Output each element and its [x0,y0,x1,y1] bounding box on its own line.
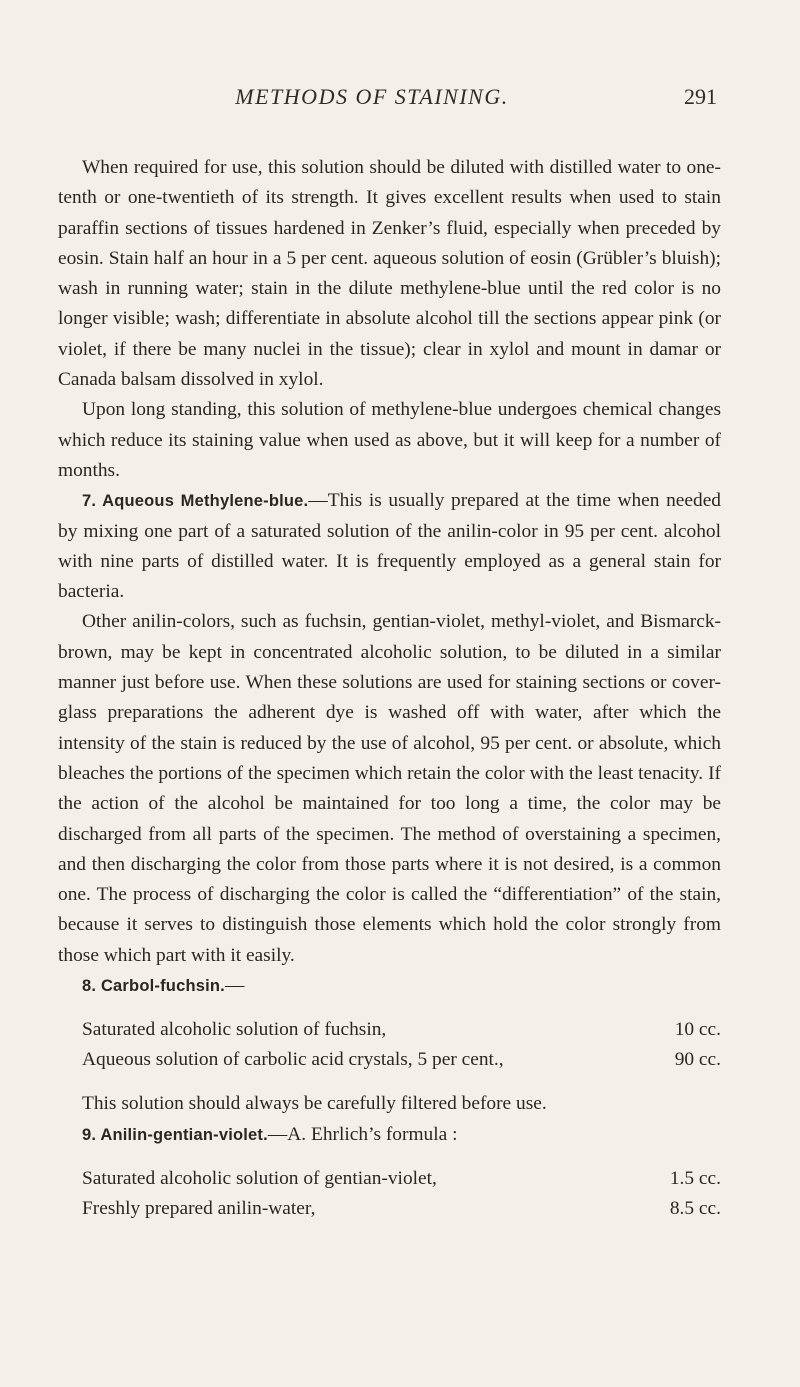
page-number: 291 [684,84,717,109]
paragraph-anilin-gentian-violet [58,1120,721,1150]
formula-ingredient: Saturated alcoholic solution of gentian-violet, [82,1167,437,1189]
running-title: METHODS OF STAINING. [235,84,509,109]
section-heading-carbol-fuchsin: 8. Carbol-fuchsin. [82,977,225,996]
paragraph-dilution: When required for use, this solution should be diluted with distilled water to one-tenth or one-twentieth of its strength. It gives excellent results when used to stain paraffin sections of tissues hardened in Zenker’s fluid, especially when preceded by eosin. Stain half an hour in a 5 per cent. aqueous solution of eosin (Grübler’s bluish); wash in running water; stain in the dilute methylene-blue until the red color is no longer visible; wash; differentiate in absolute alcohol till the sections appear pink (or violet, if there be many nuclei in the tissue); clear in xylol and mount in damar or Canada balsam dissolved in xylol. [58,157,721,391]
paragraph-standing: Upon long standing, this solution of methylene-blue undergoes chemical changes which reduce its staining value when used as above, but it will keep for a number of months. [58,399,721,481]
formula-row [82,1164,721,1194]
paragraph-filter-note: This solution should always be carefully filtered before use. [82,1093,547,1115]
section-heading-aqueous-methylene-blue: 7. Aqueous Methylene-blue. [82,492,309,511]
formula-row [82,1015,721,1045]
formula-ingredient: Saturated alcoholic solution of fuchsin, [82,1019,387,1041]
formula-quantity: 8.5 cc. [669,1197,721,1219]
paragraph-aqueous-methylene-blue [58,486,721,607]
section-text-anilin-gentian-violet: —A. Ehrlich’s formula : [267,1123,458,1145]
formula-gentian-violet [58,1164,721,1224]
formula-carbol-fuchsin [58,1015,721,1075]
formula-quantity: 10 cc. [674,1019,721,1041]
formula-row [82,1194,721,1224]
formula-quantity: 1.5 cc. [669,1167,721,1189]
formula-ingredient: Aqueous solution of carbolic acid crystals, 5 per cent., [82,1049,504,1071]
section-heading-anilin-gentian-violet: 9. Anilin-gentian-violet. [82,1125,268,1144]
section-text-carbol-fuchsin: — [224,975,245,997]
formula-quantity: 90 cc. [674,1049,721,1071]
paragraph-carbol-fuchsin [58,971,721,1001]
section-text-aqueous-methylene-blue: —This is usually prepared at the time when needed by mixing one part of a saturated solution of the anilin-color in 95 per cent. alcohol with nine parts of distilled water. It is frequently employed as a general stain for bacteria. [58,490,721,603]
paragraph-other-anilin-colors: Other anilin-colors, such as fuchsin, gentian-violet, methyl-violet, and Bismarck-brown, may be kept in concentrated alcoholic solution, to be diluted in a similar manner just before use. When these solutions are used for staining sections or cover-glass preparations the adherent dye is washed off with water, after which the intensity of the stain is reduced by the use of alcohol, 95 per cent. or absolute, which bleaches the portions of the specimen which retain the color with the least tenacity. If the action of the alcohol be maintained for too long a time, the color may be discharged from all parts of the specimen. The method of overstaining a specimen, and then discharging the color from those parts where it is not desired, is a common one. The process of discharging the color is called the “differentiation” of the stain, because it serves to distinguish those elements which hold the color strongly from those which part with it easily. [58,611,721,966]
formula-row [82,1045,721,1075]
running-head [0,84,800,116]
formula-ingredient: Freshly prepared anilin-water, [82,1197,316,1219]
body-text [58,153,721,1238]
